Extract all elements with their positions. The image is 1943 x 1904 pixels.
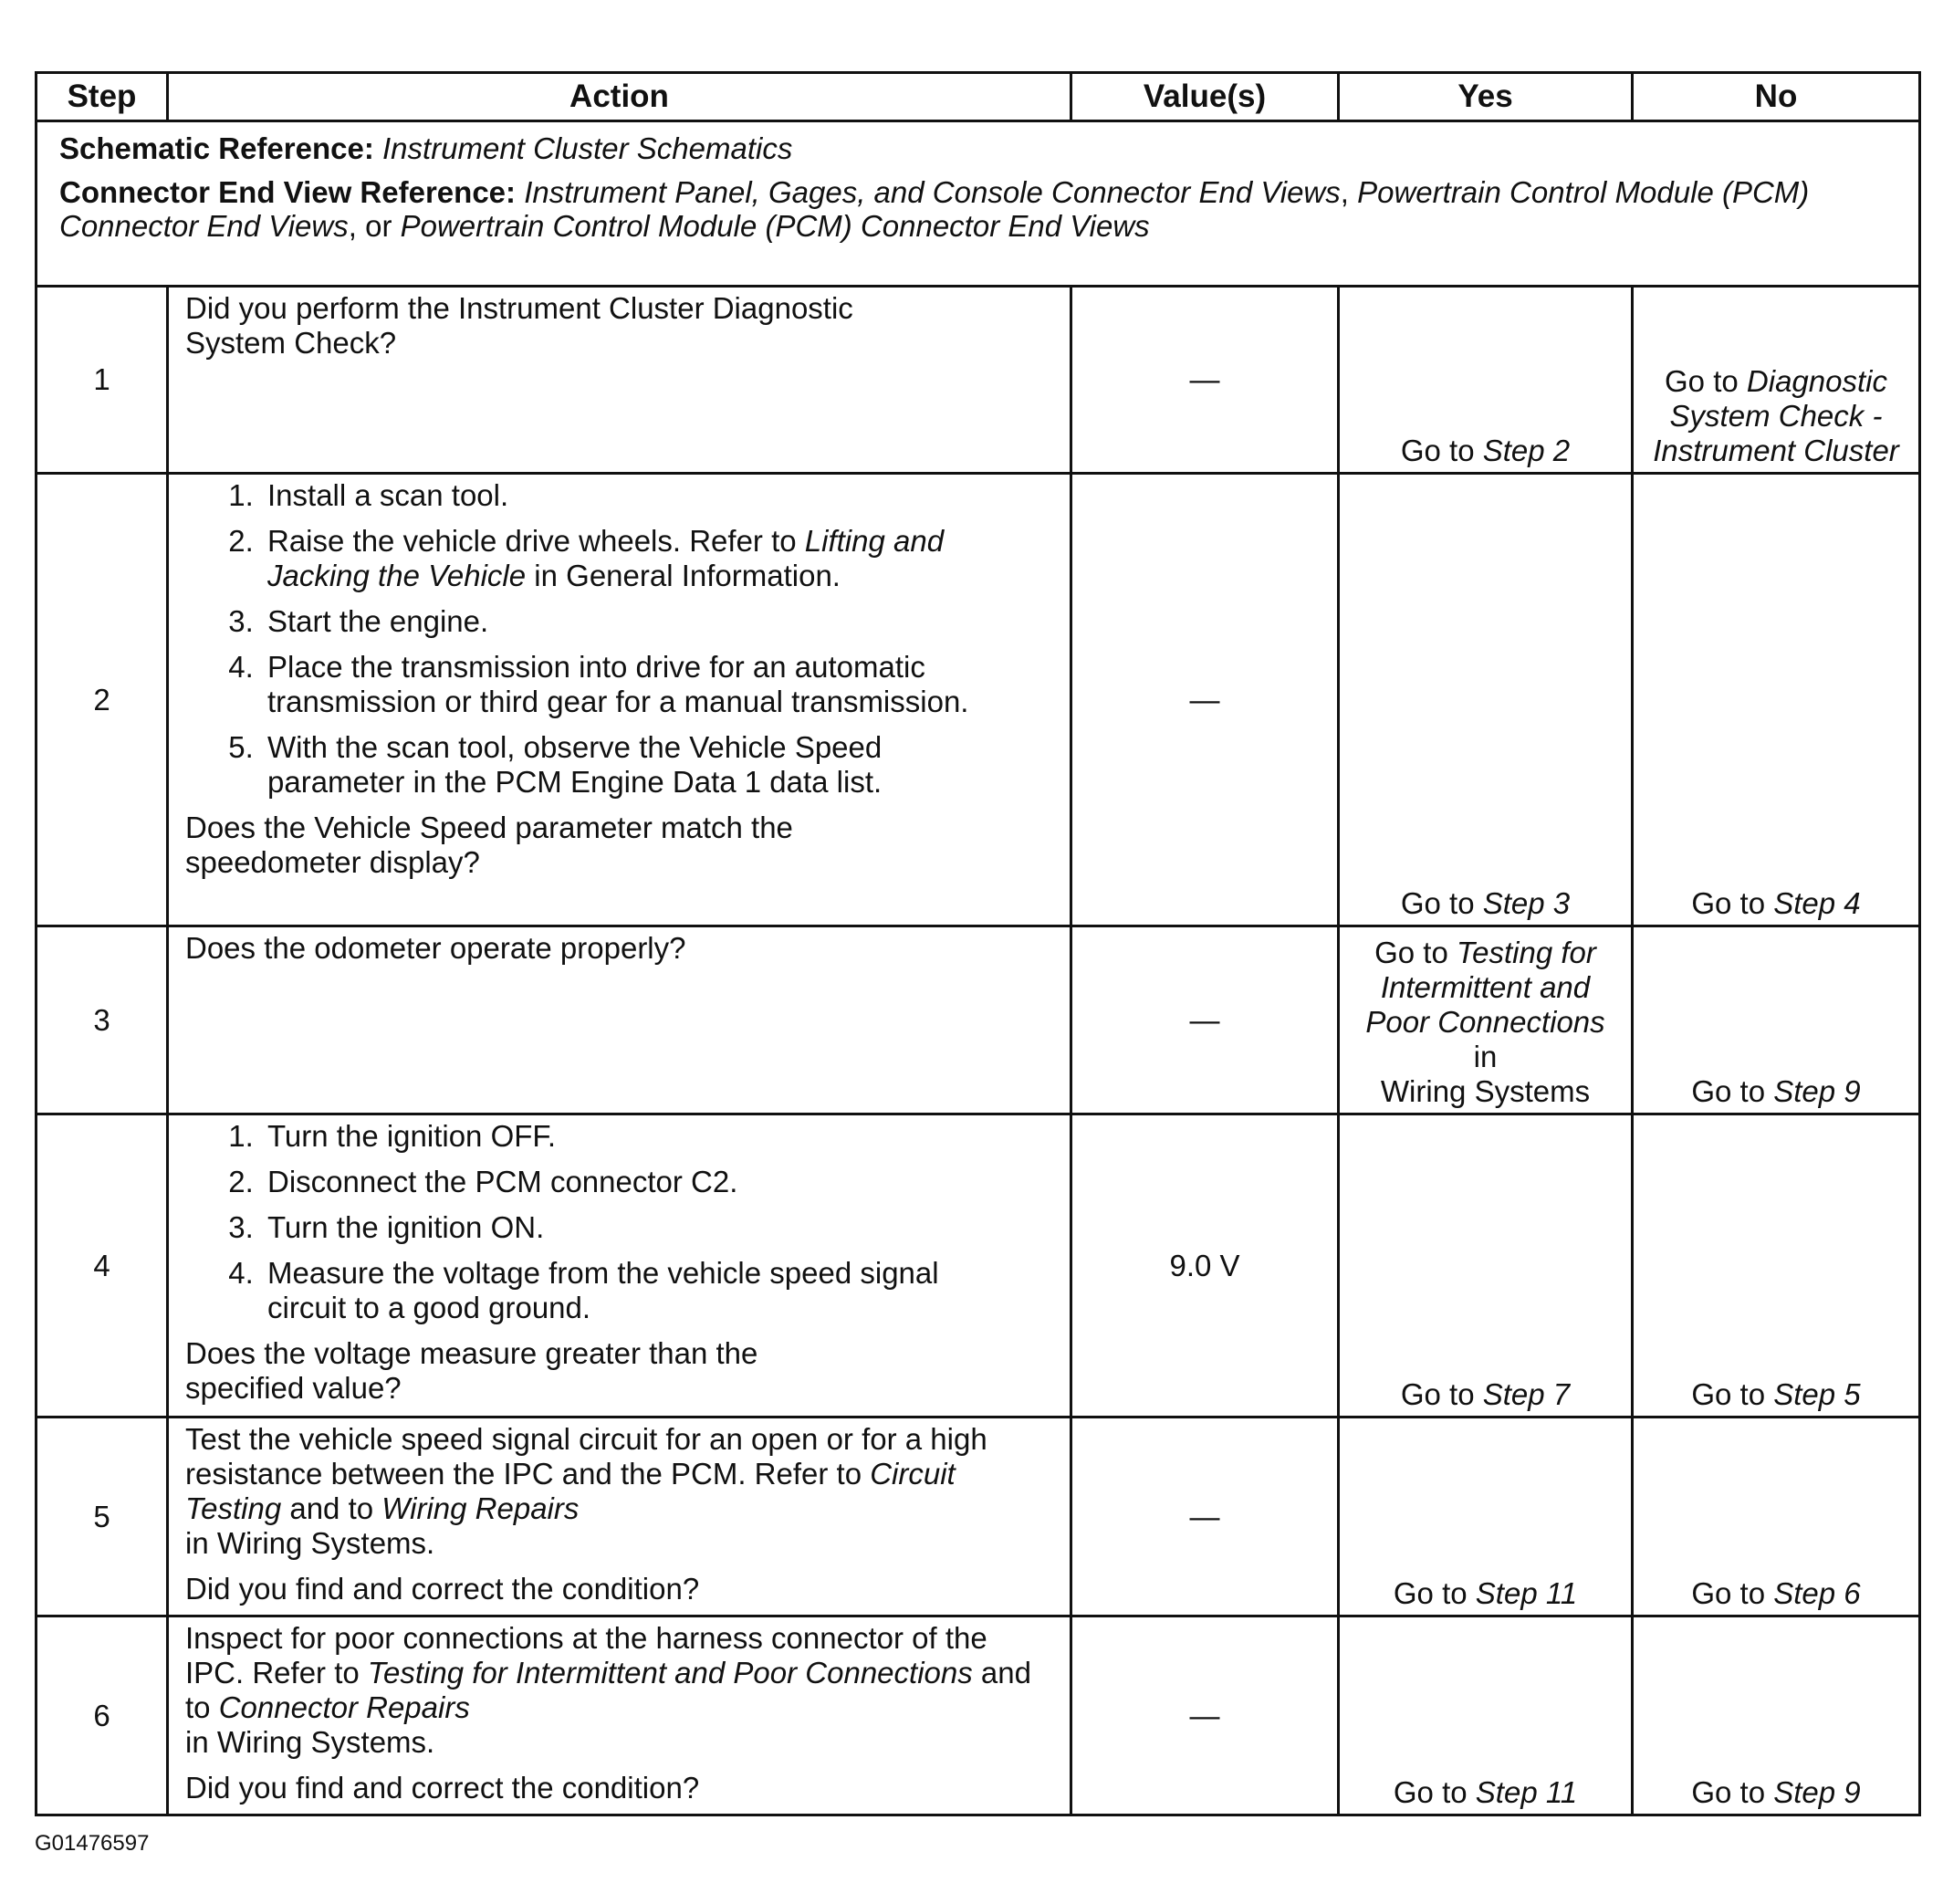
- no-prefix: Go to: [1691, 1377, 1774, 1411]
- description-text: in Wiring Systems.: [185, 1725, 435, 1759]
- header-yes: Yes: [1339, 73, 1633, 121]
- connector-repairs-link[interactable]: Connector Repairs: [218, 1690, 470, 1724]
- step-value: —: [1071, 287, 1339, 474]
- header-row: [37, 73, 1920, 121]
- schematic-link[interactable]: Instrument Cluster Schematics: [382, 131, 793, 165]
- yes-suffix: in: [1473, 1040, 1498, 1073]
- no-link[interactable]: Step 4: [1773, 886, 1861, 920]
- yes-cell: [1339, 1418, 1633, 1616]
- step-action: [168, 474, 1071, 926]
- instruction-item: [262, 524, 1053, 593]
- no-cell: [1633, 1616, 1920, 1815]
- instruction-item: 4. Place the transmission into drive for an automatic transmission or third gear for a manual transmission.: [262, 650, 1053, 719]
- step-value: —: [1071, 1616, 1339, 1815]
- step-number: 3: [37, 926, 168, 1114]
- reference-row: [37, 121, 1920, 287]
- step-action: [168, 287, 1071, 474]
- step-question: Does the odometer operate properly?: [185, 931, 686, 965]
- step-instructions: [185, 478, 1053, 800]
- no-cell: [1633, 474, 1920, 926]
- yes-link[interactable]: Step 7: [1482, 1377, 1571, 1411]
- step-action: [168, 1114, 1071, 1418]
- step-number: 6: [37, 1616, 168, 1815]
- no-link[interactable]: Diagnostic System Check - Instrument Cluster: [1653, 364, 1899, 467]
- step-description: [185, 1621, 1053, 1760]
- step-question: Does the voltage measure greater than the specified value?: [185, 1336, 758, 1405]
- yes-prefix: Go to: [1400, 434, 1483, 467]
- description-text: and to: [185, 1656, 1031, 1724]
- lifting-link[interactable]: Lifting and Jacking the Vehicle: [267, 524, 945, 592]
- connector-sep-1: ,: [1340, 175, 1358, 209]
- table-row: [37, 474, 1920, 926]
- connector-reference: [59, 175, 1896, 243]
- table-row: [37, 1418, 1920, 1616]
- no-prefix: Go to: [1691, 1074, 1774, 1108]
- yes-link[interactable]: Step 2: [1482, 434, 1571, 467]
- circuit-testing-link[interactable]: Circuit Testing: [185, 1457, 956, 1525]
- no-cell: [1633, 287, 1920, 474]
- table-row: [37, 287, 1920, 474]
- no-cell: [1633, 926, 1920, 1114]
- description-text: and to: [281, 1491, 382, 1525]
- connector-label: Connector End View Reference:: [59, 175, 517, 209]
- instruction-item: 3. Turn the ignition ON.: [262, 1210, 1053, 1245]
- description-text: Test the vehicle speed signal circuit for an open or for a high resistance between the IPC and the PCM. Refer to: [185, 1422, 987, 1491]
- yes-prefix: Go to: [1400, 886, 1483, 920]
- connector-link-3[interactable]: Powertrain Control Module (PCM) Connector End Views: [400, 209, 1150, 243]
- yes-prefix: Go to: [1393, 1576, 1476, 1610]
- description-text: in Wiring Systems.: [185, 1526, 435, 1560]
- step-question: Did you perform the Instrument Cluster Diagnostic System Check?: [185, 291, 853, 360]
- table-row: [37, 1114, 1920, 1418]
- step-value: 9.0 V: [1071, 1114, 1339, 1418]
- step-value: —: [1071, 474, 1339, 926]
- description-text: Inspect for poor connections at the harness connector of the IPC. Refer to: [185, 1621, 987, 1690]
- connector-link-1[interactable]: Instrument Panel, Gages, and Console Connector End Views: [524, 175, 1341, 209]
- yes-cell: [1339, 1616, 1633, 1815]
- no-link[interactable]: Step 6: [1773, 1576, 1861, 1610]
- step-number: 4: [37, 1114, 168, 1418]
- step-question: Does the Vehicle Speed parameter match the speedometer display?: [185, 811, 793, 879]
- yes-cell: [1339, 1114, 1633, 1418]
- no-cell: [1633, 1114, 1920, 1418]
- yes-cell: [1339, 287, 1633, 474]
- yes-link[interactable]: Step 11: [1475, 1775, 1578, 1809]
- wiring-repairs-link[interactable]: Wiring Repairs: [381, 1491, 580, 1525]
- no-prefix: Go to: [1691, 886, 1774, 920]
- yes-link[interactable]: Step 3: [1482, 886, 1571, 920]
- yes-prefix: Go to: [1393, 1775, 1476, 1809]
- step-number: 1: [37, 287, 168, 474]
- yes-link[interactable]: Testing for Intermittent and Poor Connections: [1365, 936, 1605, 1039]
- yes-prefix: Go to: [1374, 936, 1457, 969]
- step-question: Did you find and correct the condition?: [185, 1771, 700, 1805]
- step-value: —: [1071, 1418, 1339, 1616]
- instruction-text: in General Information.: [526, 559, 841, 592]
- yes-prefix: Go to: [1400, 1377, 1483, 1411]
- header-values: Value(s): [1071, 73, 1339, 121]
- diagnostic-table: [35, 71, 1921, 1816]
- yes-link[interactable]: Step 11: [1475, 1576, 1578, 1610]
- no-prefix: Go to: [1691, 1576, 1774, 1610]
- testing-intermittent-link[interactable]: Testing for Intermittent and Poor Connections: [367, 1656, 973, 1690]
- yes-cell: [1339, 474, 1633, 926]
- step-action: [168, 1616, 1071, 1815]
- step-value: —: [1071, 926, 1339, 1114]
- no-link[interactable]: Step 9: [1773, 1775, 1861, 1809]
- schematic-reference: [59, 131, 1896, 166]
- header-no: No: [1633, 73, 1920, 121]
- instruction-text: Raise the vehicle drive wheels. Refer to: [267, 524, 805, 558]
- yes-suffix: Wiring Systems: [1380, 1074, 1591, 1108]
- schematic-label: Schematic Reference:: [59, 131, 374, 165]
- step-question: Did you find and correct the condition?: [185, 1572, 700, 1606]
- table-row: [37, 926, 1920, 1114]
- instruction-item: 1. Install a scan tool.: [262, 478, 1053, 513]
- step-action: [168, 1418, 1071, 1616]
- figure-id: G01476597: [35, 1831, 150, 1856]
- no-prefix: Go to: [1691, 1775, 1774, 1809]
- connector-link-2[interactable]: Powertrain Control Module (PCM) Connector End Views: [59, 175, 1810, 243]
- instruction-item: 5. With the scan tool, observe the Vehicle Speed parameter in the PCM Engine Data 1 data list.: [262, 730, 1053, 800]
- instruction-item: 1. Turn the ignition OFF.: [262, 1119, 1053, 1154]
- header-action: Action: [168, 73, 1071, 121]
- no-cell: [1633, 1418, 1920, 1616]
- step-number: 2: [37, 474, 168, 926]
- yes-cell: [1339, 926, 1633, 1114]
- instruction-item: 4. Measure the voltage from the vehicle speed signal circuit to a good ground.: [262, 1256, 1053, 1325]
- step-description: [185, 1422, 1053, 1561]
- header-step: Step: [37, 73, 168, 121]
- no-prefix: Go to: [1665, 364, 1747, 398]
- step-number: 5: [37, 1418, 168, 1616]
- instruction-item: 2. Disconnect the PCM connector C2.: [262, 1165, 1053, 1199]
- step-instructions: [185, 1119, 1053, 1325]
- no-link[interactable]: Step 5: [1773, 1377, 1861, 1411]
- table-row: [37, 1616, 1920, 1815]
- connector-sep-2: , or: [348, 209, 401, 243]
- reference-cell: [37, 121, 1920, 287]
- instruction-item: 3. Start the engine.: [262, 604, 1053, 639]
- no-link[interactable]: Step 9: [1773, 1074, 1861, 1108]
- step-action: [168, 926, 1071, 1114]
